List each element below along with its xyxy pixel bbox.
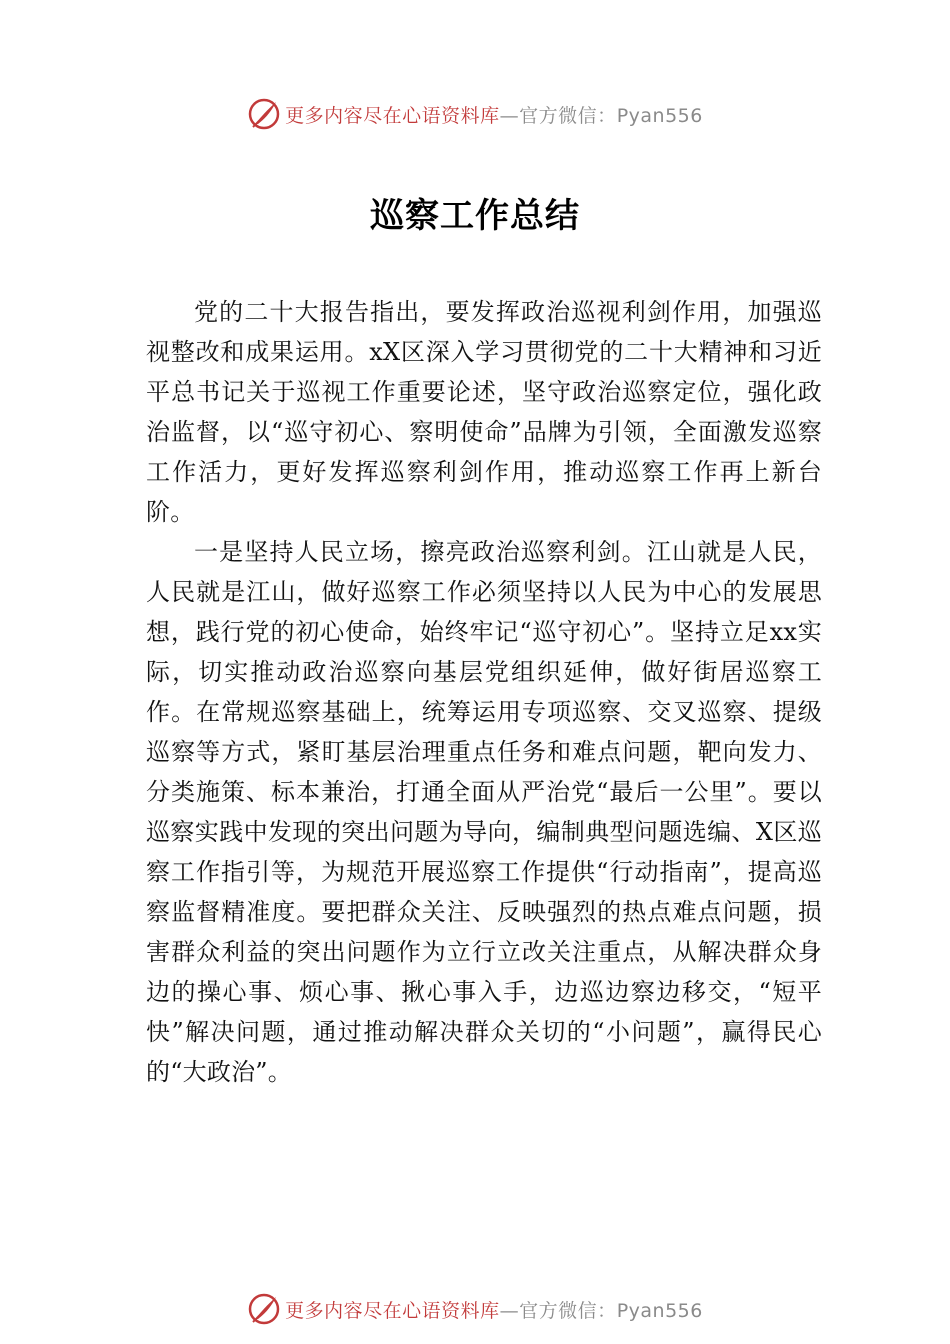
paragraph-point-one: 一是坚持人民立场，擦亮政治巡察利剑。江山就是人民，人民就是江山，做好巡察工作必须坚持以人民为中心的发展思想，践行党的初心使命，始终牢记“巡守初心”。坚持立足xx实际，切实推动政治巡察向基层党组织延伸，做好街居巡察工作。在常规巡察基础上，统筹运用专项巡察、交叉巡察、提级巡察等方式，紧盯基层治理重点任务和难点问题，靶向发力、分类施策、标本兼治，打通全面从严治党“最后一公里”。要以巡察实践中发现的突出问题为导向，编制典型问题选编、X区巡察工作指引等，为规范开展巡察工作提供“行动指南”，提高巡察监督精准度。要把群众关注、反映强烈的热点难点问题，损害群众利益的突出问题作为立行立改关注重点，从解决群众身边的操心事、烦心事、揪心事入手，边巡边察边移交，“短平快”解决问题，通过推动解决群众关切的“小问题”，赢得民心的“大政治”。 [146,538,822,1086]
quill-logo-icon [247,1292,281,1326]
watermark-highlight: 更多内容尽在心语资料库 [285,1299,500,1322]
watermark-highlight: 更多内容尽在心语资料库 [285,104,500,127]
watermark-account: Pyan556 [616,104,703,127]
document-title: 巡察工作总结 [370,196,580,236]
watermark-text [285,1296,703,1323]
paragraph-intro: 党的二十大报告指出，要发挥政治巡视利剑作用，加强巡视整改和成果运用。xX区深入学习贯彻党的二十大精神和习近平总书记关于巡视工作重要论述，坚守政治巡察定位，强化政治监督，以“巡守初心、察明使命”品牌为引领，全面激发巡察工作活力，更好发挥巡察利剑作用，推动巡察工作再上新台阶。 [146,298,822,526]
watermark-account: Pyan556 [616,1299,703,1322]
watermark-middle: —官方微信： [499,1299,617,1322]
document-body [146,292,822,1092]
watermark-banner-top [0,94,950,134]
watermark-banner-bottom [0,1289,950,1329]
quill-logo-icon [247,97,281,131]
watermark-middle: —官方微信： [499,104,617,127]
watermark-text [285,101,703,128]
